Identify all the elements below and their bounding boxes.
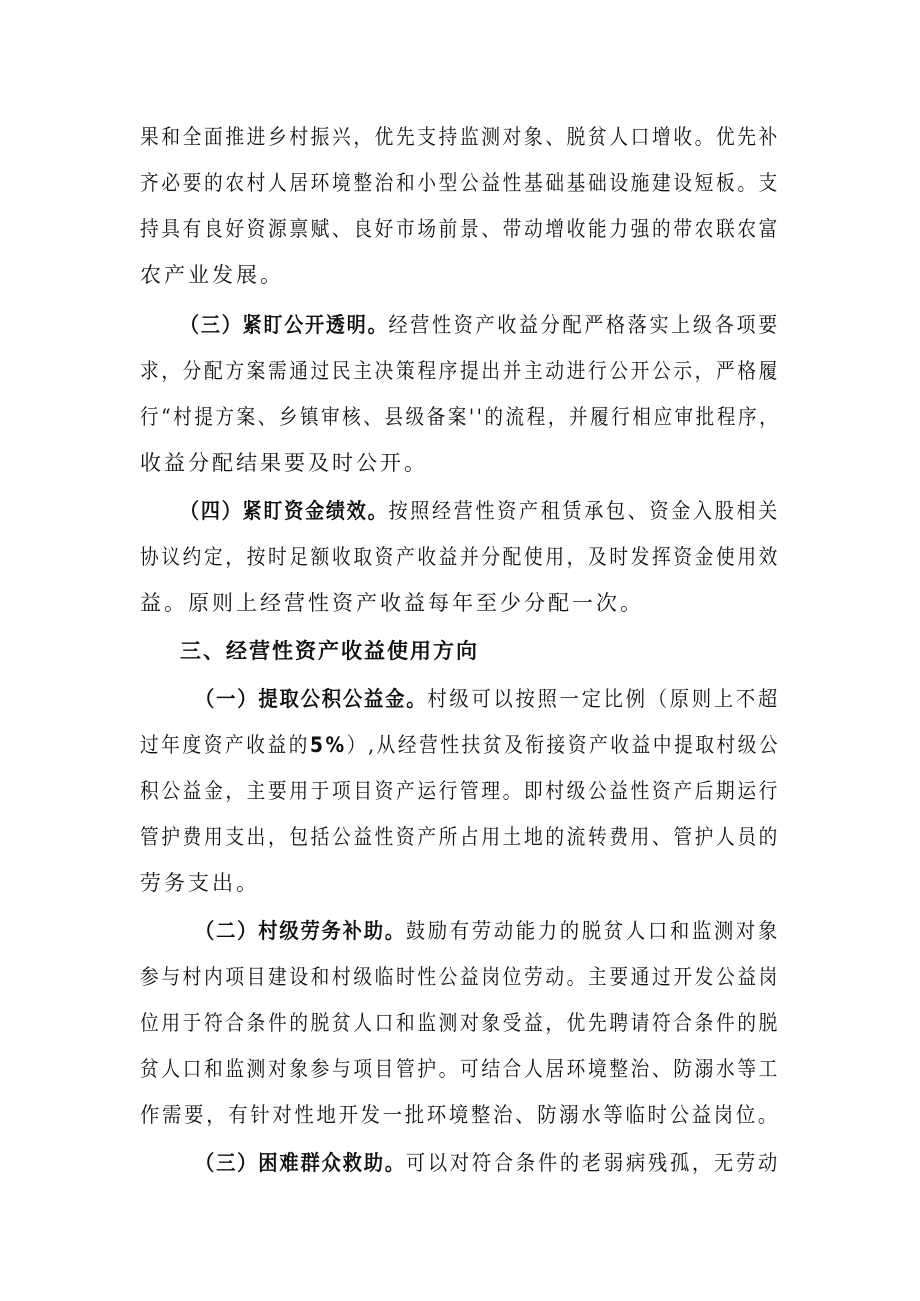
use-three-label: （三）困难群众救助。 <box>195 1151 406 1175</box>
item-three-line-2: 求，分配方案需通过民主决策程序提出并主动进行公开公示，严格履 <box>140 359 781 383</box>
use-one-percentage: 5% <box>309 733 347 757</box>
use-one-first-text: 村级可以按照一定比例（原则上不超 <box>427 687 781 711</box>
use-three-first-text: 可以对符合条件的老弱病残孤，无劳动 <box>405 1151 780 1175</box>
use-two-label: （二）村级劳务补助。 <box>195 919 406 943</box>
item-four-first-text: 按照经营性资产租赁承包、资金入股相关 <box>388 499 780 523</box>
use-one-line-2-post: ）,从经营性扶贫及衔接资产收益中提取村级公 <box>346 733 781 757</box>
use-two-line-4: 贫人口和监测对象参与项目管护。可结合人居环境整治、防溺水等工 <box>140 1057 781 1081</box>
item-four-label: （四）紧盯资金绩效。 <box>180 499 389 523</box>
item-three-line-3: 行“村提方案、乡镇审核、县级备案''的流程，并履行相应审批程序， <box>140 405 781 429</box>
use-three-first-line <box>195 1148 780 1178</box>
use-one-line-2-pre: 过年度资产收益的 <box>140 733 310 757</box>
intro-line-2: 齐必要的农村人居环境整治和小型公益性基础基础设施建设短板。支 <box>140 171 781 195</box>
use-two-first-text: 鼓励有劳动能力的脱贫人口和监测对象 <box>405 919 780 943</box>
use-one-line-2 <box>140 730 780 760</box>
section-three-heading: 三、经营性资产收益使用方向 <box>180 639 479 663</box>
intro-line-1: 果和全面推进乡村振兴，优先支持监测对象、脱贫人口增收。优先补 <box>140 125 781 149</box>
use-one-first-line <box>195 684 780 714</box>
use-two-line-2: 参与村内项目建设和村级临时性公益岗位劳动。主要通过开发公益岗 <box>140 965 781 989</box>
use-two-line-5: 作需要，有针对性地开发一批环境整治、防溺水等临时公益岗位。 <box>140 1103 780 1127</box>
intro-line-4: 农产业发展。 <box>140 263 284 287</box>
item-three-first-line <box>180 310 780 340</box>
use-two-line-3: 位用于符合条件的脱贫人口和监测对象受益，优先聘请符合条件的脱 <box>140 1011 781 1035</box>
use-one-label: （一）提取公积公益金。 <box>195 687 428 711</box>
item-three-line-4: 收益分配结果要及时公开。 <box>140 451 428 475</box>
use-one-line-3: 积公益金，主要用于项目资产运行管理。即村级公益性资产后期运行 <box>140 779 781 803</box>
use-two-first-line <box>195 916 780 946</box>
item-four-line-2: 协议约定，按时足额收取资产收益并分配使用，及时发挥资金使用效 <box>140 545 781 569</box>
item-four-first-line <box>180 496 780 526</box>
use-one-line-5: 劳务支出。 <box>140 871 260 895</box>
intro-line-3: 持具有良好资源禀赋、良好市场前景、带动增收能力强的带农联农富 <box>140 217 781 241</box>
use-one-line-4: 管护费用支出，包括公益性资产所占用土地的流转费用、管护人员的 <box>140 825 781 849</box>
item-four-line-3: 益。原则上经营性资产收益每年至少分配一次。 <box>140 591 644 615</box>
item-three-label: （三）紧盯公开透明。 <box>180 313 389 337</box>
item-three-first-text: 经营性资产收益分配严格落实上级各项要 <box>388 313 780 337</box>
